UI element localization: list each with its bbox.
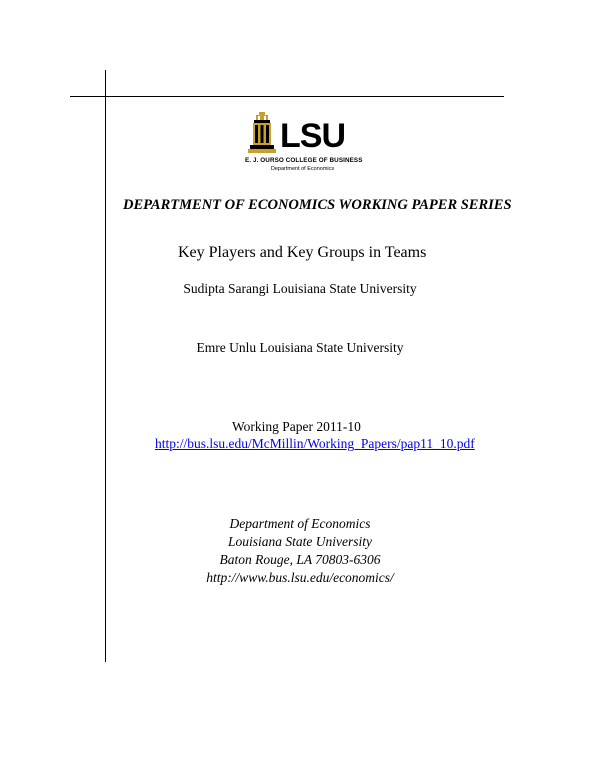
address-line: Louisiana State University bbox=[228, 534, 372, 549]
series-title: DEPARTMENT OF ECONOMICS WORKING PAPER SERIES bbox=[123, 197, 512, 213]
page-corner-horizontal-rule bbox=[70, 96, 504, 97]
address-url: http://www.bus.lsu.edu/economics/ bbox=[206, 570, 394, 585]
author-affiliation: Louisiana State University bbox=[272, 281, 417, 296]
logo-department: Department of Economics bbox=[270, 166, 335, 172]
author-block-1 bbox=[140, 280, 460, 298]
working-paper-number: Working Paper 2011-10 bbox=[232, 419, 361, 434]
tower-icon bbox=[245, 112, 279, 156]
author-name: Sudipta Sarangi bbox=[183, 281, 270, 296]
author-block-2 bbox=[140, 339, 460, 357]
address-line: Department of Economics bbox=[229, 516, 371, 531]
paper-title: Key Players and Key Groups in Teams bbox=[178, 244, 427, 261]
page-corner-vertical-rule bbox=[105, 70, 106, 662]
author-affiliation: Louisiana State University bbox=[259, 340, 404, 355]
address-line: Baton Rouge, LA 70803-6306 bbox=[219, 552, 381, 567]
department-address bbox=[140, 515, 460, 587]
logo-wordmark: LSU bbox=[280, 117, 345, 155]
working-paper-link[interactable]: http://bus.lsu.edu/McMillin/Working_Papers/pap11_10.pdf bbox=[155, 436, 475, 451]
logo-college-name: E. J. OURSO COLLEGE OF BUSINESS bbox=[245, 157, 363, 164]
lsu-logo bbox=[245, 112, 363, 178]
author-name: Emre Unlu bbox=[196, 340, 257, 355]
